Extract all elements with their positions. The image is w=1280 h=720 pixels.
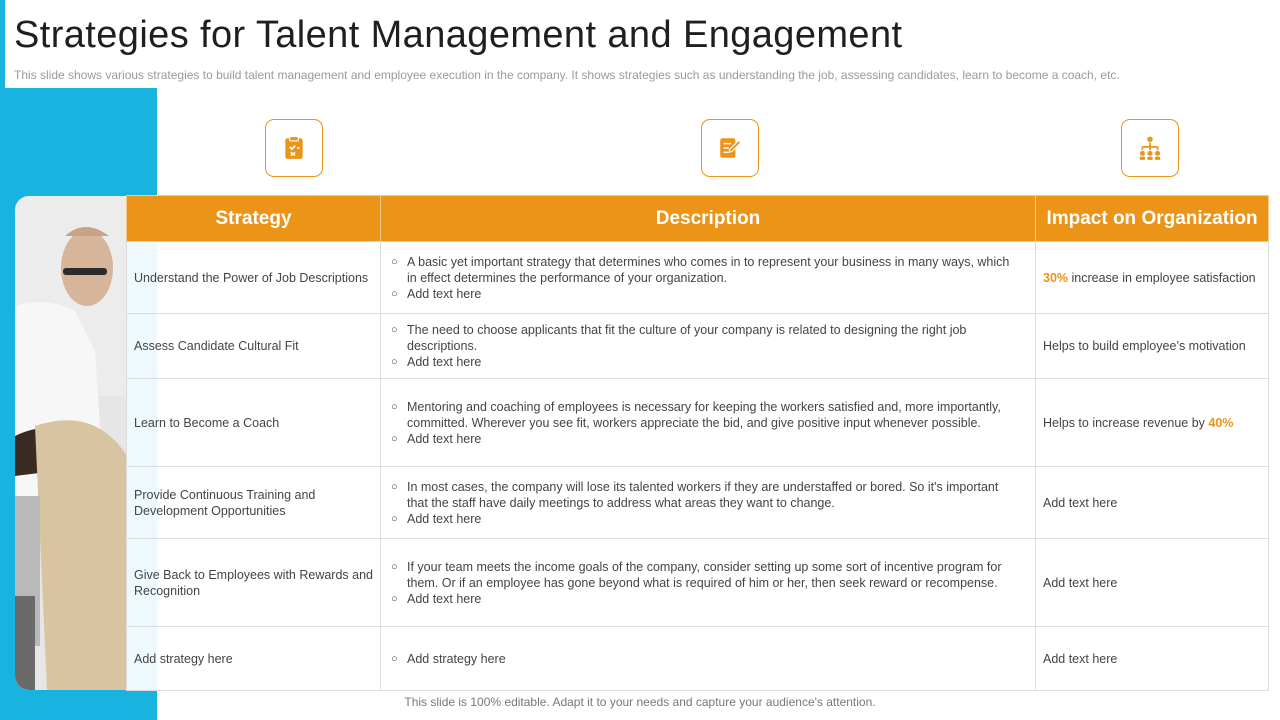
impact-cell: 30% increase in employee satisfaction <box>1036 242 1269 314</box>
bullet-text: Add text here <box>407 355 482 369</box>
bullet-text: In most cases, the company will lose its talented workers if they are understaffed or bored. So it's important that the staff have daily meetings to address what areas they want to change. <box>407 479 999 510</box>
impact-highlight: 30% <box>1043 270 1069 285</box>
clipboard-icon <box>265 119 323 177</box>
impact-highlight: 40% <box>1208 415 1234 430</box>
bullet-text: The need to choose applicants that fit the culture of your company is related to designing the right job descriptions. <box>407 323 967 353</box>
bullet-text: Mentoring and coaching of employees is necessary for keeping the workers satisfied and, more importantly, committed. Wherever you see fit, workers appreciate the bid, and give positive input whenever possible. <box>407 399 1001 430</box>
table-row <box>127 539 1269 627</box>
org-chart-icon <box>1121 119 1179 177</box>
impact-cell: Helps to increase revenue by 40% <box>1036 379 1269 467</box>
description-cell: ○ The need to choose applicants that fit the culture of your company is related to designing the right job descriptions. ○ Add text here <box>381 314 1036 379</box>
bullet-text: Add text here <box>407 286 482 301</box>
table-header-row <box>127 196 1269 242</box>
description-cell: ○ Mentoring and coaching of employees is necessary for keeping the workers satisfied and, more importantly, committed. Wherever you see fit, workers appreciate the bid, and give positive input whenever possible. ○ Add text here <box>381 379 1036 467</box>
impact-cell: Helps to build employee’s motivation <box>1036 314 1269 379</box>
slide-subtitle: This slide shows various strategies to build talent management and employee execution in the company. It shows strategies such as understanding the job, assessing candidates, learn to become a coach, etc. <box>14 68 1120 82</box>
edit-document-icon <box>701 119 759 177</box>
description-cell: ○ A basic yet important strategy that determines who comes in to represent your business in many ways, which in effect determines the performance of your organization. ○ Add text here <box>381 242 1036 314</box>
impact-cell: Add text here <box>1036 539 1269 627</box>
bullet-text: Add text here <box>407 591 482 606</box>
impact-cell: Add text here <box>1036 627 1269 691</box>
bullet-text: Add strategy here <box>407 651 506 666</box>
slide-title: Strategies for Talent Management and Engagement <box>14 14 903 56</box>
header-strategy: Strategy <box>127 196 381 242</box>
header-impact: Impact on Organization <box>1036 196 1269 242</box>
bullet-text: Add text here <box>407 431 482 446</box>
table-row <box>127 242 1269 314</box>
description-cell: ○ If your team meets the income goals of the company, consider setting up some sort of incentive program for them. Or if an employee has gone beyond what is required of him or her, then seek reward or recompense. ○ Add text here <box>381 539 1036 627</box>
slide-footer: This slide is 100% editable. Adapt it to your needs and capture your audience's attention. <box>404 695 876 709</box>
strategy-table <box>126 195 1269 691</box>
strategy-cell: Give Back to Employees with Rewards and Recognition <box>127 539 381 627</box>
description-cell: ○ In most cases, the company will lose its talented workers if they are understaffed or bored. So it's important that the staff have daily meetings to address what areas they want to change. ○ Add text here <box>381 467 1036 539</box>
table-row <box>127 314 1269 379</box>
strategy-cell: Learn to Become a Coach <box>127 379 381 467</box>
strategy-cell: Provide Continuous Training and Development Opportunities <box>127 467 381 539</box>
strategy-cell: Add strategy here <box>127 627 381 691</box>
bullet-text: If your team meets the income goals of the company, consider setting up some sort of incentive program for them. Or if an employee has gone beyond what is required of him or her, then seek reward or recompense. <box>407 559 1002 590</box>
header-description: Description <box>381 196 1036 242</box>
description-cell: ○ Add strategy here <box>381 627 1036 691</box>
table-row <box>127 467 1269 539</box>
strategy-cell: Assess Candidate Cultural Fit <box>127 314 381 379</box>
table-row <box>127 627 1269 691</box>
table-row <box>127 379 1269 467</box>
bullet-text: A basic yet important strategy that determines who comes in to represent your business in many ways, which in effect determines the performance of your organization. <box>407 254 1010 285</box>
bullet-text: Add text here <box>407 511 482 526</box>
strategy-cell: Understand the Power of Job Descriptions <box>127 242 381 314</box>
impact-cell: Add text here <box>1036 467 1269 539</box>
person-photo <box>15 196 127 690</box>
